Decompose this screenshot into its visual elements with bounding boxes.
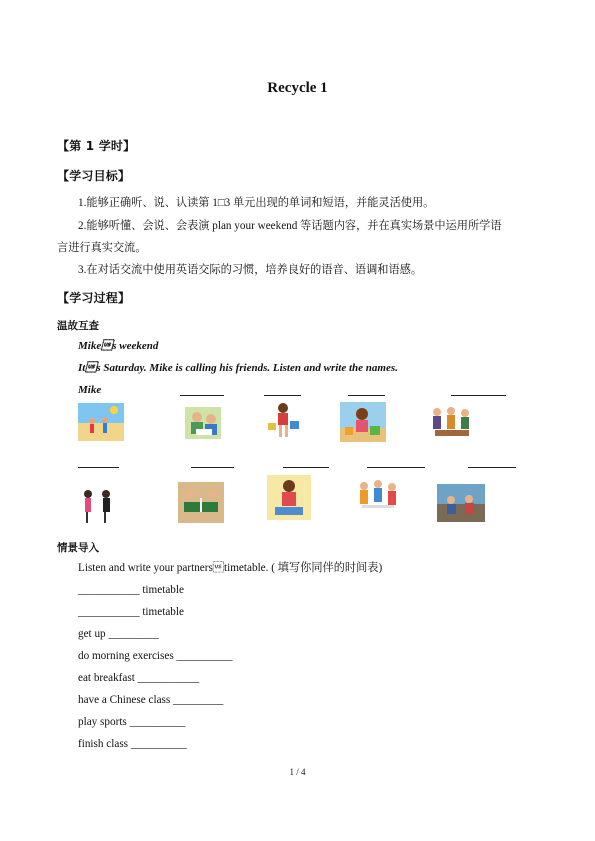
reading-kids-icon: [181, 403, 225, 443]
name-blank[interactable]: [264, 395, 301, 396]
timetable-line[interactable]: have a Chinese class _________: [78, 694, 224, 706]
timetable-line[interactable]: do morning exercises __________: [78, 650, 233, 662]
timetable-line[interactable]: play sports __________: [78, 716, 186, 728]
timetable-line[interactable]: get up _________: [78, 628, 159, 640]
timetable-line[interactable]: eat breakfast ___________: [78, 672, 200, 684]
name-blank[interactable]: [468, 467, 516, 468]
page-number: 1 / 4: [289, 767, 306, 777]
name-blank[interactable]: [348, 395, 385, 396]
review-title: Mike s weekend: [78, 340, 159, 352]
ping-pong-icon: [178, 482, 224, 523]
dancing-party-icon: [352, 478, 402, 522]
name-blank[interactable]: [191, 467, 234, 468]
review-heading: 温故互查: [57, 320, 99, 332]
section-lesson: 【第 1 学时】: [57, 139, 136, 153]
picnic-icon: [437, 484, 485, 522]
review-instruction: It s Saturday. Mike is calling his friends. Listen and write the names.: [78, 362, 398, 374]
timetable-line[interactable]: finish class __________: [78, 738, 187, 750]
section-goals: 【学习目标】: [57, 169, 131, 183]
beach-family-icon: [78, 403, 124, 441]
situation-heading: 情景导入: [57, 542, 99, 554]
name-blank[interactable]: [180, 395, 224, 396]
name-blank[interactable]: [78, 467, 119, 468]
shopping-girl-icon: [262, 401, 306, 441]
name-blank[interactable]: [283, 467, 329, 468]
situation-instruction: Listen and write your partners timetable. ( 填写你同伴的时间表): [78, 562, 383, 574]
family-gathering-icon: [427, 403, 475, 441]
name-label-mike: Mike: [78, 384, 102, 396]
name-blank[interactable]: [451, 395, 506, 396]
section-process: 【学习过程】: [57, 291, 131, 305]
dancing-kids-icon: [76, 486, 120, 526]
playing-girl-icon: [340, 402, 386, 442]
goal-1: 1.能够正确听、说、认读第 1□3 单元出现的单词和短语，并能灵活使用。: [78, 197, 435, 209]
timetable-line[interactable]: ___________ timetable: [78, 584, 184, 596]
name-blank[interactable]: [367, 467, 425, 468]
cooking-girl-icon: [267, 475, 311, 520]
goal-3: 3.在对话交流中使用英语交际的习惯，培养良好的语音、语调和语感。: [78, 264, 423, 276]
goal-2-cont: 言进行真实交流。: [57, 242, 147, 254]
timetable-line[interactable]: ___________ timetable: [78, 606, 184, 618]
goal-2: 2.能够听懂、会说、会表演 plan your weekend 等话题内容，并在真实场景中运用所学语: [78, 220, 502, 232]
document-title: Recycle 1: [267, 80, 328, 96]
